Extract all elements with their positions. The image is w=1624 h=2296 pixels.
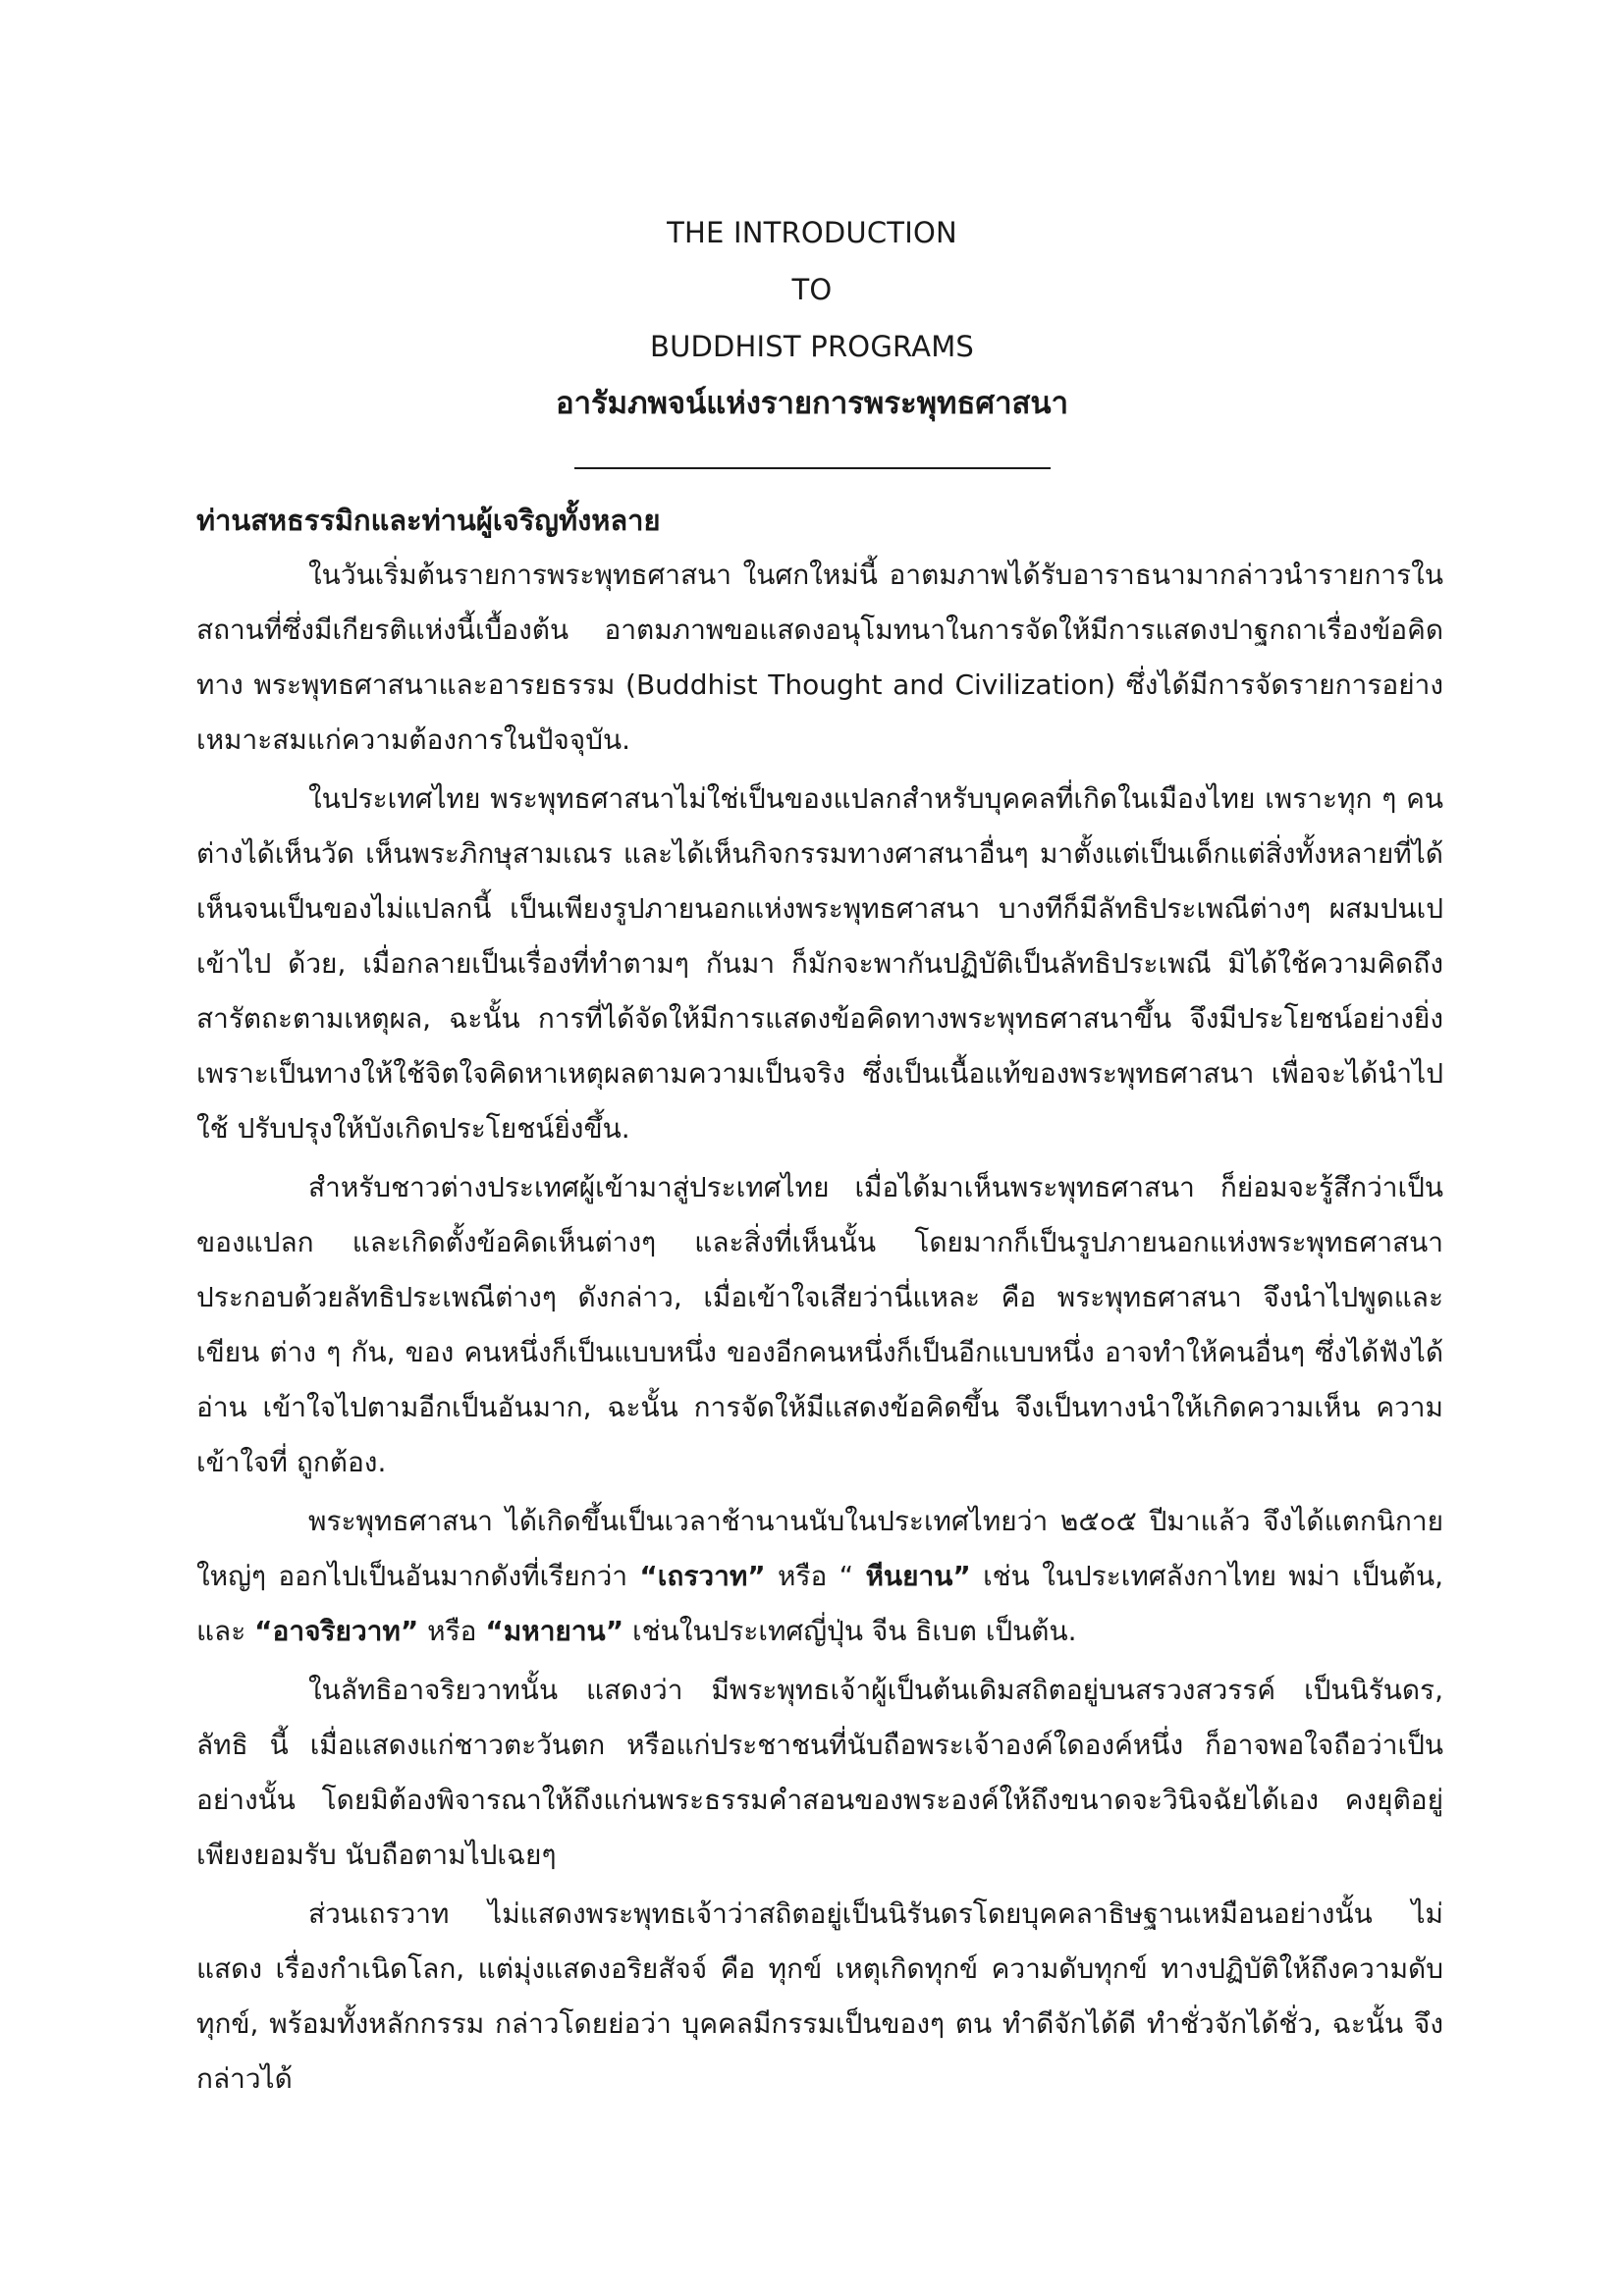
salutation: ท่านสหธรรมิกและท่านผู้เจริญทั้งหลาย: [196, 504, 661, 537]
title-thai: อารัมภพจน์แห่งรายการพระพุทธศาสนา: [555, 386, 1069, 421]
paragraph-4-text: เช่นในประเทศญี่ปุ่น จีน ธิเบต เป็นต้น.: [623, 1615, 1077, 1647]
title-line-3: BUDDHIST PROGRAMS: [649, 330, 975, 363]
paragraph-4-text: พระพุทธศาสนา ได้เกิดขึ้นเป็นเวลาช้านานนับในประเทศไทยว่า ๒๕๐๕ ปีมาแล้ว จึงได้แตกนิกาย ใหญ่ๆ ออกไปเป็นอันมากดังที่เรียกว่า: [196, 1505, 1443, 1592]
title-line-2: TO: [791, 273, 833, 306]
paragraph-4-text: หรือ: [418, 1615, 486, 1647]
title-line-1: THE INTRODUCTION: [667, 216, 957, 249]
paragraph-2: ในประเทศไทย พระพุทธศาสนาไม่ใช่เป็นของแปลกสำหรับบุคคลที่เกิดในเมืองไทย เพราะทุก ๆ คน ต่างได้เห็นวัด เห็นพระภิกษุสามเณร และได้เห็นกิจกรรมทางศาสนาอื่นๆ มาตั้งแต่เป็นเด็กแต่สิ่งทั้งหลายที่ได้ เห็นจนเป็นของไม่แปลกนี้ เป็นเพียงรูปภายนอกแห่งพระพุทธศาสนา บางทีก็มีลัทธิประเพณีต่างๆ ผสมปนเป เข้าไป ด้วย, เมื่อกลายเป็นเรื่องที่ทำตามๆ กันมา ก็มักจะพากันปฏิบัติเป็นลัทธิประเพณี มิได้ใช้ความคิดถึง สารัตถะตามเหตุผล, ฉะนั้น การที่ได้จัดให้มีการแสดงข้อคิดทางพระพุทธศาสนาขึ้น จึงมีประโยชน์อย่างยิ่ง เพราะเป็นทางให้ใช้จิตใจคิดหาเหตุผลตามความเป็นจริง ซึ่งเป็นเนื้อแท้ของพระพุทธศาสนา เพื่อจะได้นำไปใช้ ปรับปรุงให้บังเกิดประโยชน์ยิ่งขึ้น.: [196, 782, 1443, 1145]
paragraph-4-text: เช่น ในประเทศลังกาไทย พม่า เป็นต้น, และ: [196, 1560, 1443, 1647]
paragraph-4: [196, 1494, 1443, 1659]
paragraph-6: ส่วนเถรวาท ไม่แสดงพระพุทธเจ้าว่าสถิตอยู่เป็นนิรันดรโดยบุคคลาธิษฐานเหมือนอย่างนั้น ไม่แสดง เรื่องกำเนิดโลก, แต่มุ่งแสดงอริยสัจจ์ คือ ทุกข์ เหตุเกิดทุกข์ ความดับทุกข์ ทางปฏิบัติให้ถึงความดับทุกข์, พร้อมทั้งหลักกรรม กล่าวโดยย่อว่า บุคคลมีกรรมเป็นของๆ ตน ทำดีจักได้ดี ทำชั่วจักได้ชั่ว, ฉะนั้น จึงกล่าวได้: [196, 1897, 1443, 2095]
term-mahayana: “มหายาน”: [485, 1615, 624, 1647]
paragraph-5: ในลัทธิอาจริยวาทนั้น แสดงว่า มีพระพุทธเจ้าผู้เป็นต้นเดิมสถิตอยู่บนสรวงสวรรค์ เป็นนิรันดร, ลัทธิ นี้ เมื่อแสดงแก่ชาวตะวันตก หรือแก่ประชาชนที่นับถือพระเจ้าองค์ใดองค์หนึ่ง ก็อาจพอใจถือว่าเป็นอย่างนั้น โดยมิต้องพิจารณาให้ถึงแก่นพระธรรมคำสอนของพระองค์ให้ถึงขนาดจะวินิจฉัยได้เอง คงยุติอยู่เพียงยอมรับ นับถือตามไปเฉยๆ: [196, 1674, 1443, 1871]
term-hinayana: หีนยาน”: [865, 1560, 971, 1592]
paragraph-3: สำหรับชาวต่างประเทศผู้เข้ามาสู่ประเทศไทย เมื่อได้มาเห็นพระพุทธศาสนา ก็ย่อมจะรู้สึกว่าเป็น ของแปลก และเกิดตั้งข้อคิดเห็นต่างๆ และสิ่งที่เห็นนั้น โดยมากก็เป็นรูปภายนอกแห่งพระพุทธศาสนา ประกอบด้วยลัทธิประเพณีต่างๆ ดังกล่าว, เมื่อเข้าใจเสียว่านี่แหละ คือ พระพุทธศาสนา จึงนำไปพูดและเขียน ต่าง ๆ กัน, ของ คนหนึ่งก็เป็นแบบหนึ่ง ของอีกคนหนึ่งก็เป็นอีกแบบหนึ่ง อาจทำให้คนอื่นๆ ซึ่งได้ฟังได้อ่าน เข้าใจไปตามอีกเป็นอันมาก, ฉะนั้น การจัดให้มีแสดงข้อคิดขึ้น จึงเป็นทางนำให้เกิดความเห็น ความเข้าใจที่ ถูกต้อง.: [196, 1171, 1443, 1478]
body-text: [196, 493, 1443, 2110]
title-block: [0, 204, 1624, 469]
term-theravada: “เถรวาท”: [639, 1560, 766, 1592]
title-divider: [574, 467, 1051, 469]
paragraph-4-text: หรือ “: [765, 1560, 866, 1592]
term-acariyavada: “อาจริยวาท”: [254, 1615, 419, 1647]
paragraph-1: ในวันเริ่มต้นรายการพระพุทธศาสนา ในศกใหม่นี้ อาตมภาพได้รับอาราธนามากล่าวนำรายการใน สถานที่ซึ่งมีเกียรติแห่งนี้เบื้องต้น อาตมภาพขอแสดงอนุโมทนาในการจัดให้มีการแสดงปาฐกถาเรื่องข้อคิดทาง พระพุทธศาสนาและอารยธรรม (Buddhist Thought and Civilization) ซึ่งได้มีการจัดรายการอย่าง เหมาะสมแก่ความต้องการในปัจจุบัน.: [196, 559, 1443, 756]
